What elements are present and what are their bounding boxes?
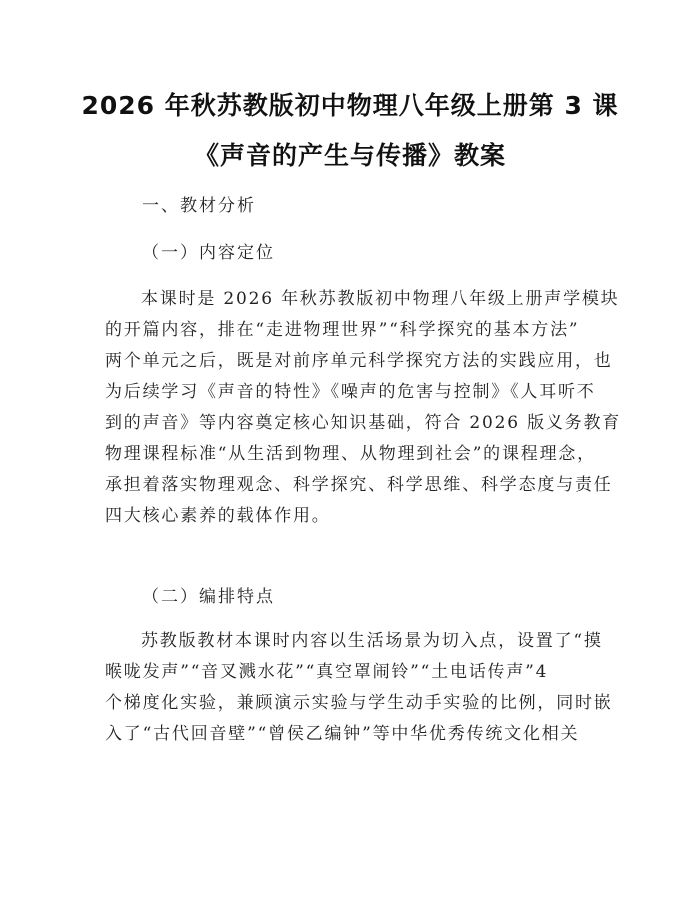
paragraph-line: 的开篇内容，排在“走进物理世界”“科学探究的基本方法”	[105, 320, 580, 340]
paragraph-line: 本课时是 2026 年秋苏教版初中物理八年级上册声学模块	[141, 289, 620, 309]
paragraph-line: 为后续学习《声音的特性》《噪声的危害与控制》《人耳听不	[105, 382, 596, 402]
paragraph-line: 四大核心素养的载体作用。	[105, 506, 331, 526]
document-title-line-1: 2026 年秋苏教版初中物理八年级上册第 3 课	[81, 91, 619, 120]
paragraph-line: 物理课程标准“从生活到物理、从物理到社会”的课程理念，	[105, 444, 596, 464]
paragraph-line: 个梯度化实验，兼顾演示实验与学生动手实验的比例，同时嵌	[105, 693, 613, 713]
section-heading-textbook-analysis: 一、教材分析	[142, 196, 256, 216]
paragraph-layout-features	[105, 626, 613, 750]
subsection-heading-content-positioning: （一）内容定位	[142, 243, 275, 263]
subsection-heading-layout-features: （二）编排特点	[142, 587, 275, 607]
paragraph-line: 到的声音》等内容奠定核心知识基础，符合 2026 版义务教育	[105, 413, 622, 433]
paragraph-line: 两个单元之后，既是对前序单元科学探究方法的实践应用，也	[105, 351, 613, 371]
document-title-line-2: 《声音的产生与传播》教案	[193, 141, 506, 170]
paragraph-line: 承担着落实物理观念、科学探究、科学思维、科学态度与责任	[105, 475, 613, 495]
paragraph-line: 喉咙发声”“音叉溅水花”“真空罩闹铃”“土电话传声”4	[105, 662, 549, 682]
paragraph-line: 入了“古代回音壁”“曾侯乙编钟”等中华优秀传统文化相关	[105, 724, 580, 744]
paragraph-content-positioning	[105, 284, 622, 532]
paragraph-line: 苏教版教材本课时内容以生活场景为切入点，设置了“摸	[141, 631, 603, 651]
